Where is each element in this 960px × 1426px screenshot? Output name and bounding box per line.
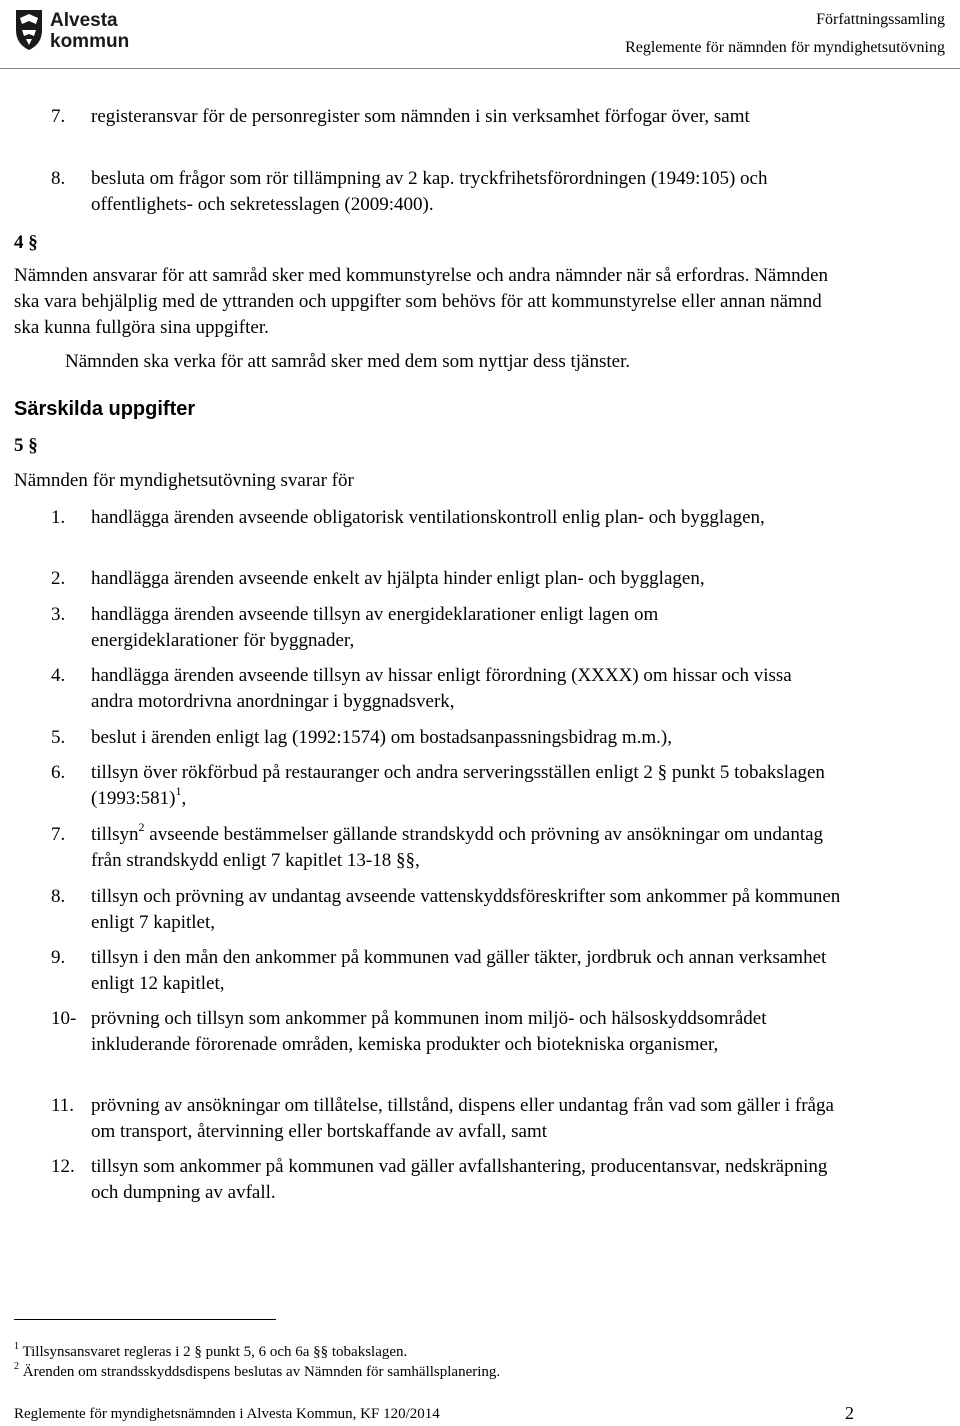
list-item: tillsyn som ankommer på kommunen vad gäller avfallshantering, producentansvar, nedskräpning och dumpning av avfall.: [91, 1156, 828, 1203]
footnote-ref-2: 2: [138, 819, 145, 834]
list-number: 2.: [51, 568, 66, 589]
list-item: prövning och tillsyn som ankommer på kommunen inom miljö- och hälsoskyddsområdet inkluderande förorenade områden, kemiska produkter och biotekniska organismer,: [91, 1008, 767, 1055]
list-item: tillsyn$^2$ avseende bestämmelser gällande strandskydd och prövning av ansökningar om undantag från strandskydd enligt 7 kapitlet 13-18 §§,: [91, 819, 824, 871]
list-number: 7.: [51, 824, 66, 845]
list-number: 12.: [51, 1156, 75, 1177]
section-sign-4: 4 §: [14, 232, 38, 253]
list-number: 3.: [51, 604, 66, 625]
list-item: tillsyn över rökförbud på restauranger och andra serveringsställen enligt 2 § punkt 5 tobakslagen (1993:581)$^1$,: [91, 762, 825, 809]
section-4-paragraph: Nämnden ansvarar för att samråd sker med kommunstyrelse och andra nämnder när så erfordras. Nämnden ska vara behjälplig med de yttranden och uppgifter som behövs för att kommunstyrelse eller annan nämnd ska kunna fullgöra sina uppgifter.: [14, 265, 829, 338]
list-number: 10-: [51, 1008, 77, 1029]
list-number: 5.: [51, 727, 66, 748]
alvesta-kommun-logo: [14, 6, 144, 52]
list-item: handlägga ärenden avseende enkelt av hjälpta hinder enligt plan- och bygglagen,: [91, 568, 705, 589]
page-footer: Reglemente för myndighetsnämnden i Alvesta Kommun, KF 120/2014: [14, 1406, 440, 1422]
footnote-2: $^2$ Ärenden om strandsskyddsdispens beslutas av Nämnden för samhällsplanering.: [14, 1361, 501, 1380]
list-item: handlägga ärenden avseende obligatorisk ventilationskontroll enlig plan- och bygglagen,: [91, 507, 765, 528]
list-number: 6.: [51, 762, 66, 783]
list-item: tillsyn och prövning av undantag avseende vattenskyddsföreskrifter som ankommer på kommunen enligt 7 kapitlet,: [91, 886, 841, 933]
header-divider: [0, 68, 960, 69]
footnote-ref-1: 1: [175, 783, 182, 798]
section-4-paragraph-2: Nämnden ska verka för att samråd sker med dem som nyttjar dess tjänster.: [65, 351, 631, 372]
list-item: registeransvar för de personregister som nämnden i sin verksamhet förfogar över, samt: [91, 106, 750, 127]
footnote-divider: [14, 1319, 276, 1320]
list-item: beslut i ärenden enligt lag (1992:1574) om bostadsanpassningsbidrag m.m.),: [91, 727, 672, 748]
list-item: prövning av ansökningar om tillåtelse, tillstånd, dispens eller undantag från vad som gäller i fråga om transport, återvinning eller bortskaffande av avfall, samt: [91, 1095, 834, 1142]
svg-text:kommun: kommun: [50, 31, 130, 52]
svg-text:Alvesta: Alvesta: [50, 10, 118, 31]
section-sign-5: 5 §: [14, 435, 38, 456]
footnote-1: $^1$ Tillsynsansvaret regleras i 2 § punkt 5, 6 och 6a §§ tobakslagen.: [14, 1341, 408, 1360]
collection-title: Författningssamling: [816, 11, 945, 28]
section-5-intro: Nämnden för myndighetsutövning svarar för: [14, 470, 354, 491]
document-title: Reglemente för nämnden för myndighetsutövning: [625, 39, 945, 56]
list-number: 9.: [51, 947, 66, 968]
list-number: 1.: [51, 507, 66, 528]
list-item: handlägga ärenden avseende tillsyn av hissar enligt förordning (XXXX) om hissar och vissa andra motordrivna anordningar i byggnadsverk,: [91, 665, 792, 712]
list-number: 8.: [51, 886, 66, 907]
list-item: besluta om frågor som rör tillämpning av 2 kap. tryckfrihetsförordningen (1949:105) och offentlighets- och sekretesslagen (2009:400).: [91, 168, 768, 215]
document-header: [625, 6, 945, 62]
list-number: 11.: [51, 1095, 75, 1116]
list-item: tillsyn i den mån den ankommer på kommunen vad gäller täkter, jordbruk och annan verksamhet enligt 12 kapitlet,: [91, 947, 827, 994]
page-number: 2: [845, 1403, 854, 1423]
list-number: 8.: [51, 168, 66, 189]
section-heading: Särskilda uppgifter: [14, 398, 196, 420]
list-number: 4.: [51, 665, 66, 686]
list-number: 7.: [51, 106, 66, 127]
list-item: handlägga ärenden avseende tillsyn av energideklarationer enligt lagen om energideklarationer för byggnader,: [91, 604, 659, 651]
